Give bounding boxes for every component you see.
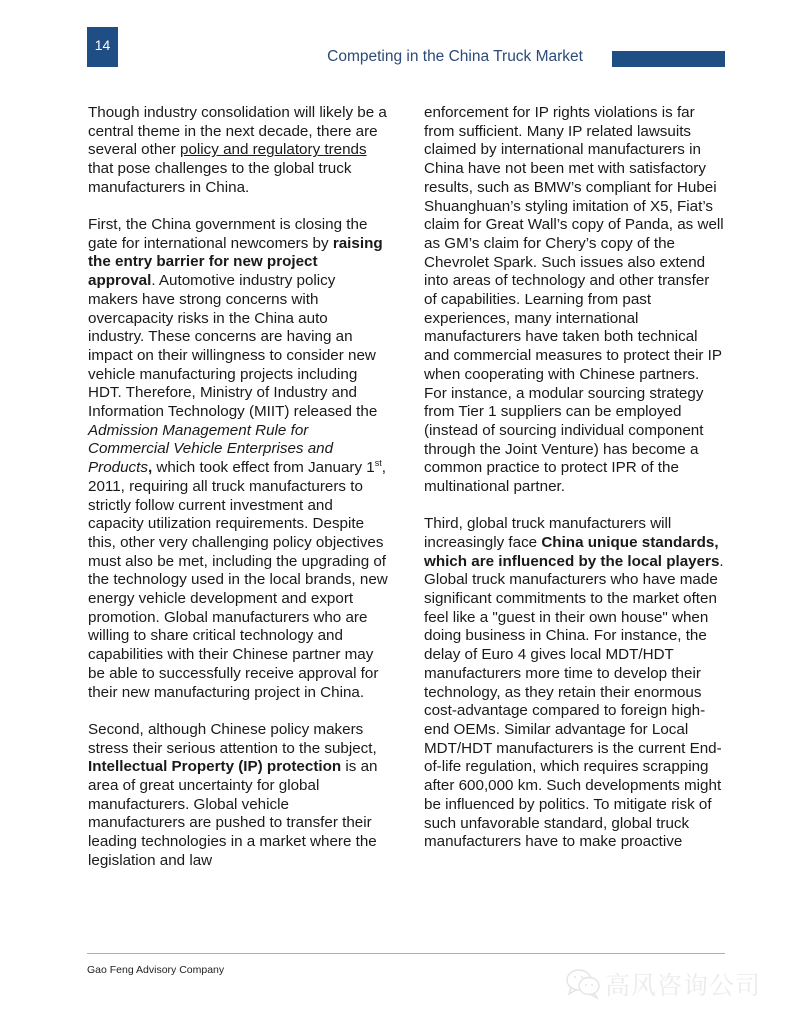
page-number-box [87,27,118,67]
right-column [424,104,724,870]
bold-phrase: China unique standards, which are influenced by the local players [424,533,720,570]
italic-title: Admission Management Rule for Commercial Vehicle Enterprises and Products [88,421,334,477]
paragraph-ip-protection [88,721,388,871]
left-column [88,104,388,889]
underlined-phrase: policy and regulatory trends [180,141,367,159]
header-accent-bar [612,51,725,67]
watermark [565,966,780,1002]
text: . Global truck manufacturers who have made significant commitments to the market often feel like a "guest in their own house" when doing business in China. For instance, the delay of Euro 4 gives local MDT/HDT manufacturers more time to develop their technology, as they retain their enormous cost-advantage compared to foreign high-end OEMs. Similar advantage for Local MDT/HDT manufacturers is the current End-of-life regulation, which requires scrapping after 600,000 km. Such developments might be influenced by politics. To mitigate risk of such unfavorable standard, global truck manufacturers have to make proactive [424,552,724,851]
footer-divider [87,953,725,954]
paragraph-ip-enforcement: enforcement for IP rights violations is far from sufficient. Many IP related lawsuits claimed by international manufacturers in China have not been met with satisfactory results, such as BMW’s compliant for Hubei Shuanghuan’s styling imitation of X5, Fiat’s claim for Great Wall’s copy of Panda, as well as GM’s claim for Chery’s copy of the Chevrolet Spark. Such issues also extend into areas of technology and other transfer of capabilities. Learning from past experiences, many international manufacturers have taken both technical and commercial measures to protect their IP when cooperating with Chinese partners. For instance, a modular sourcing strategy from Tier 1 suppliers can be employed (instead of sourcing individual component through the Joint Venture) has become a common practice to protect IPR of the multinational partner. [424,104,724,496]
wechat-icon [565,967,603,1001]
text: that pose challenges to the global truck manufacturers in China. [88,160,352,196]
paragraph-china-standards [424,515,724,852]
paragraph-entry-barrier [88,216,388,702]
text: Third, global truck manufacturers will increasingly face [424,515,672,551]
text: . Automotive industry policy makers have strong concerns with overcapacity risks in the China auto industry. These concerns are having an impact on their willingness to consider new vehicle manufacturing projects including HDT. Therefore, Ministry of Industry and Information Technology (MIIT) released the [88,272,378,421]
paragraph-intro [88,104,388,198]
footer-company: Gao Feng Advisory Company [87,964,225,976]
text: Second, although Chinese policy makers stress their serious attention to the subject, [88,720,377,757]
text: , 2011, requiring all truck manufacturers to strictly follow current investment and capacity utilization requirements. Despite this, other very challenging policy objectives must also be met, including the upgrading of the technology used in the local brands, new energy vehicle development and export promotion. Global manufacturers who are willing to share critical technology and capabilities with their Chinese partner may be able to successfully receive approval for their new manufacturing project in China. [88,459,388,701]
watermark-text: 高风咨询公司 [605,971,762,1000]
text: , [147,459,153,477]
running-title: Competing in the China Truck Market [327,48,583,65]
bold-phrase: Intellectual Property (IP) protection [88,758,342,776]
page-number: 14 [94,37,111,53]
text: is an area of great uncertainty for global manufacturers. Global vehicle manufacturers are pushed to transfer their leading technologies in a market where the legislation and law [88,758,378,869]
text: which took effect from January 1 [152,459,375,477]
text: Though industry consolidation will likely be a central theme in the next decade, there are several other [88,104,387,159]
text: First, the China government is closing the gate for international newcomers by [88,216,368,252]
bold-phrase: raising the entry barrier for new project approval [88,234,383,290]
superscript: st [374,458,382,469]
